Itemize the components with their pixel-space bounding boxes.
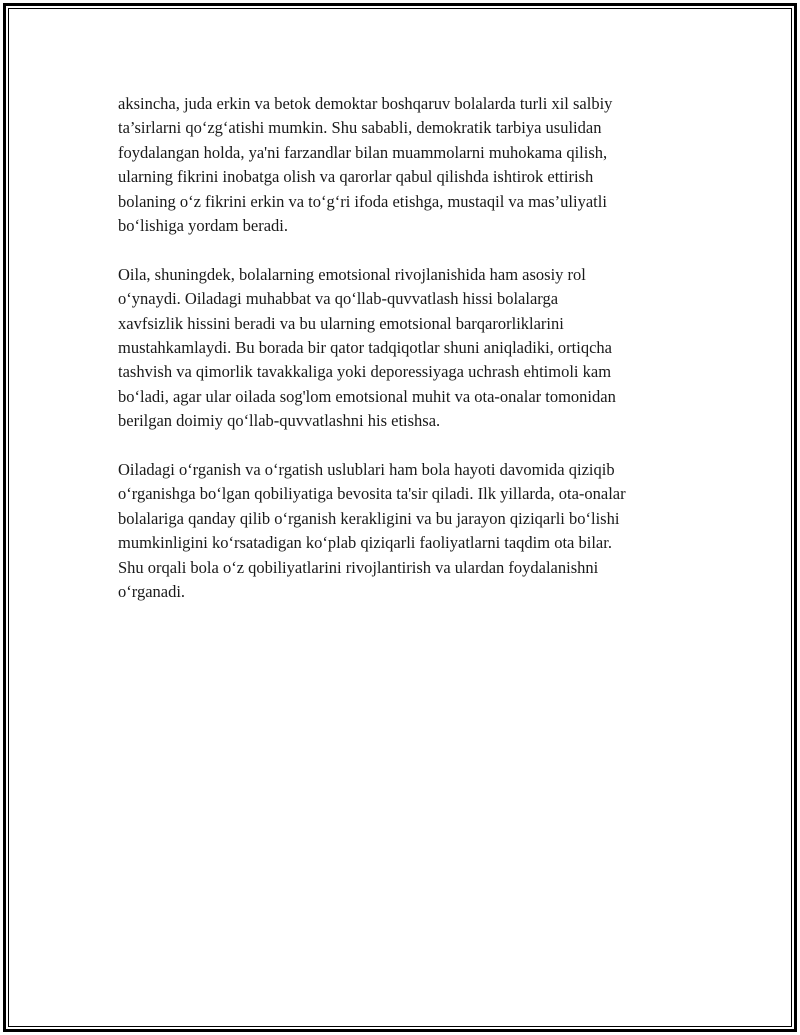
text-line: ta’sirlarni qo‘zg‘atishi mumkin. Shu sababli, demokratik tarbiya usulidan xyxy=(118,118,602,138)
document-body xyxy=(118,92,698,629)
text-line: aksincha, juda erkin va betok demoktar boshqaruv bolalarda turli xil salbiy xyxy=(118,94,613,113)
text-line: Oila, shuningdek, bolalarning emotsional rivojlanishida ham asosiy rol xyxy=(118,264,586,284)
text-line: bolaning o‘z fikrini erkin va to‘g‘ri ifoda etishga, mustaqil va mas’uliyatli xyxy=(118,191,607,211)
text-line: tashvish va qimorlik tavakkaliga yoki deporessiyaga uchrash ehtimoli kam xyxy=(118,362,612,382)
text-line: foydalangan holda, ya'ni farzandlar bilan muammolarni muhokama qilish, xyxy=(118,142,608,162)
text-line: mumkinligini ko‘rsatadigan ko‘plab qiziqarli faoliyatlarni taqdim ota bilar. xyxy=(118,533,612,553)
text-line: mustahkamlaydi. Bu borada bir qator tadqiqotlar shuni aniqladiki, ortiqcha xyxy=(118,338,612,358)
text-line: o‘rganadi. xyxy=(118,582,186,602)
text-line: berilgan doimiy qo‘llab-quvvatlashni his etishsa. xyxy=(118,411,441,431)
text-line: bo‘ladi, agar ular oilada sog'lom emotsional muhit va ota-onalar tomonidan xyxy=(118,386,616,406)
text-line: Shu orqali bola o‘z qobiliyatlarini rivojlantirish va ulardan foydalanishni xyxy=(118,557,599,577)
text-line: o‘ynaydi. Oiladagi muhabbat va qo‘llab-quvvatlash hissi bolalarga xyxy=(118,289,559,309)
paragraph xyxy=(118,92,698,238)
text-line: Oiladagi o‘rganish va o‘rgatish uslublari ham bola hayoti davomida qiziqib xyxy=(118,460,615,480)
paragraph xyxy=(118,263,698,434)
paragraph xyxy=(118,458,698,604)
text-line: ularning fikrini inobatga olish va qarorlar qabul qilishda ishtirok ettirish xyxy=(118,167,594,187)
text-line: xavfsizlik hissini beradi va bu ularning emotsional barqarorliklarini xyxy=(118,313,564,333)
text-line: o‘rganishga bo‘lgan qobiliyatiga bevosita ta'sir qiladi. Ilk yillarda, ota-onalar xyxy=(118,484,626,504)
text-line: bo‘lishiga yordam beradi. xyxy=(118,216,288,236)
text-line: bolalariga qanday qilib o‘rganish kerakligini va bu jarayon qiziqarli bo‘lishi xyxy=(118,508,620,528)
